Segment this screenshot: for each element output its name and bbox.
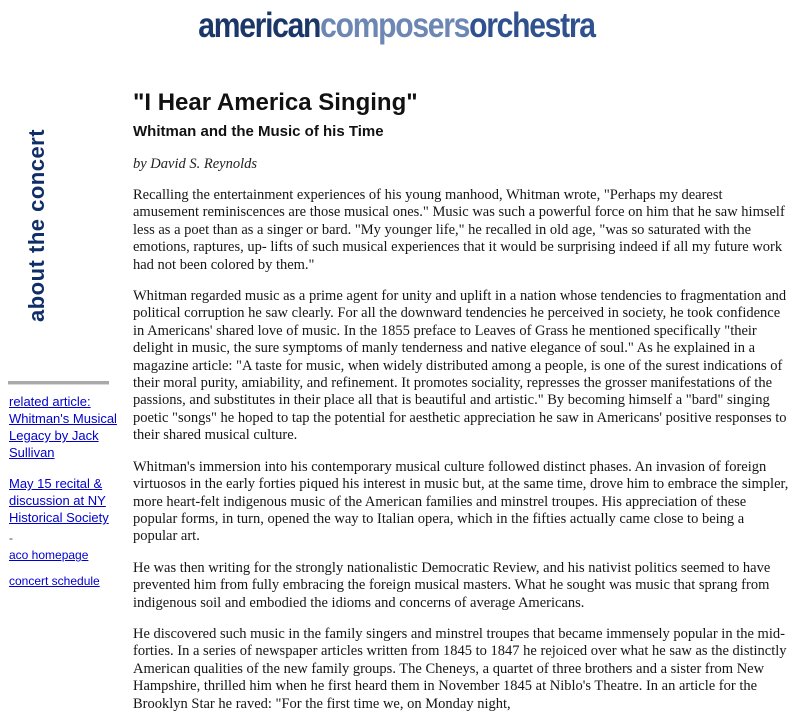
sidebar-nav	[9, 393, 123, 589]
logo-word-composers: composers	[320, 6, 470, 45]
sidebar-link-concert-schedule[interactable]: concert schedule	[9, 574, 100, 588]
article-paragraph: Whitman regarded music as a prime agent for unity and uplift in a nation whose tendencies to fragmentation and political corruption he saw clearly. For all the downward tendencies he perceived in society, he took confidence in Americans' shared love of music. In the 1855 preface to Leaves of Grass he mentioned specifically "their delight in music, the sure symptoms of manly tenderness and native elegance of soul." As he explained in a magazine article: "A taste for music, when widely distributed among a people, is one of the surest indications of their moral purity, amiability, and refinement. It promotes sociality, represses the grosser manifestations of the passions, and substitutes in their place all that is beautiful and artistic." By becoming himself a "bard" singing poetic "songs" he hoped to tap the potential for aesthetic appreciation he saw in Americans' positive responses to their shared musical culture.	[133, 288, 787, 444]
sidebar-link-may-15-recital[interactable]: May 15 recital & discussion at NY Historical Society	[9, 476, 109, 525]
sidebar-dash: -	[9, 531, 13, 545]
sidebar-link-aco-homepage[interactable]: aco homepage	[9, 548, 89, 562]
article-subtitle: Whitman and the Music of his Time	[133, 123, 384, 140]
sidebar-link-related-article[interactable]: related article: Whitman's Musical Legacy by Jack Sullivan	[9, 394, 117, 460]
article-paragraph: He was then writing for the strongly nationalistic Democratic Review, and his nativist politics seemed to have prevented him from fully embracing the foreign musical masters. What he sought was music that sprang from indigenous soil and embodied the idioms and concerns of average Americans.	[133, 559, 771, 611]
section-label-about-the-concert: about the concert	[24, 128, 49, 322]
sidebar-divider	[8, 381, 109, 385]
logo-word-american: american	[198, 6, 321, 45]
article-main	[133, 90, 789, 713]
site-logo[interactable]	[56, 6, 738, 46]
article-byline: by David S. Reynolds	[133, 156, 258, 172]
article-paragraph: He discovered such music in the family singers and minstrel troupes that became immensely popular in the mid-forties. In a series of newspaper articles written from 1845 to 1847 he rejoiced over what he saw as the distinctly American qualities of the new family groups. The Cheneys, a quartet of three brothers and a sister from New Hampshire, thrilled him when he first heard them in November 1845 at Niblo's Theatre. In an article for the Brooklyn Star he raved: "For the first time we, on Monday night,	[133, 625, 787, 712]
article-title: "I Hear America Singing"	[133, 89, 418, 116]
logo-word-orchestra: orchestra	[469, 6, 595, 45]
article-paragraph: Recalling the entertainment experiences of his young manhood, Whitman wrote, "Perhaps my dearest amusement reminiscences are those musical ones." Music was such a powerful force on him that he saw himself less as a poet than as a singer or bard. "My younger life," he recalled in old age, "was so saturated with the emotions, raptures, up- lifts of such musical experiences that it would be surprising indeed if all my future work had not been colored by them."	[133, 187, 785, 273]
article-paragraph: Whitman's immersion into his contemporary musical culture followed distinct phases. An invasion of foreign virtuosos in the early forties piqued his interest in music but, at the same time, drove him to embrace the simpler, more heart-felt indigenous music of the American families and minstrel troupes. His appreciation of these popular forms, in turn, opened the way to Italian opera, which in the fifties actually came close to being a popular art.	[133, 458, 789, 545]
